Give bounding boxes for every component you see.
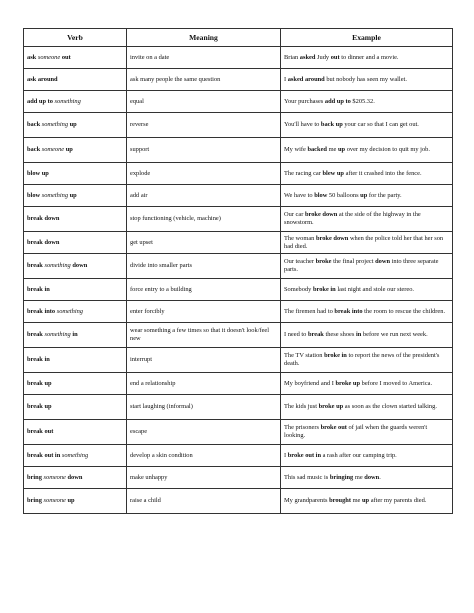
- phrasal-verb-text: break in: [27, 356, 50, 363]
- meaning-cell: invite on a date: [127, 47, 281, 69]
- example-cell: [281, 301, 453, 323]
- verb-cell: [24, 489, 127, 514]
- phrasal-verb-text: break: [27, 331, 45, 338]
- table-row: [24, 254, 453, 279]
- placeholder-word: something: [56, 307, 83, 315]
- phrasal-verb-text: ask around: [27, 75, 58, 83]
- phrasal-verb-text: asked around: [287, 75, 325, 83]
- phrasal-verb-text: bring: [27, 473, 44, 481]
- table-row: [24, 301, 453, 323]
- placeholder-word: something: [54, 97, 81, 105]
- phrasal-verb-text: break up: [27, 379, 52, 387]
- phrasal-verb-text: break into: [27, 307, 57, 315]
- text-segment: of jail when the guards weren't looking.: [284, 424, 428, 439]
- verb-cell: [24, 395, 127, 420]
- phrasal-verb-text: broke down: [315, 234, 349, 242]
- phrasal-verb-text: break out: [27, 428, 54, 435]
- text-segment: me: [350, 497, 362, 504]
- text-segment: This sad music is: [284, 473, 330, 481]
- phrasal-verb-text: blow: [27, 191, 42, 199]
- phrasal-verb-text: broke in: [324, 352, 347, 359]
- text-segment: My wife: [284, 146, 308, 153]
- text-segment: My boyfriend and I: [284, 379, 336, 387]
- table-row: [24, 47, 453, 69]
- example-cell: [281, 489, 453, 514]
- table-row: [24, 91, 453, 113]
- table-body: [24, 47, 453, 514]
- phrasal-verb-text: up: [68, 191, 77, 199]
- table-row: [24, 69, 453, 91]
- meaning-cell: equal: [127, 91, 281, 113]
- phrasal-verb-text: broke up: [335, 379, 361, 387]
- phrasal-verb-text: up: [360, 191, 368, 199]
- phrasal-verb-text: asked: [299, 53, 316, 61]
- phrasal-verb-text: out: [60, 53, 71, 61]
- table-row: [24, 395, 453, 420]
- example-cell: [281, 445, 453, 467]
- phrasal-verb-text: up: [68, 121, 77, 128]
- text-segment: The firemen had to: [284, 307, 335, 315]
- meaning-cell: raise a child: [127, 489, 281, 514]
- text-segment: I: [284, 75, 288, 83]
- example-cell: [281, 467, 453, 489]
- verb-cell: [24, 113, 127, 138]
- example-cell: [281, 323, 453, 348]
- example-cell: [281, 163, 453, 185]
- example-cell: [281, 395, 453, 420]
- verb-cell: [24, 91, 127, 113]
- text-segment: The prisoners: [284, 424, 321, 431]
- phrasal-verb-text: down: [364, 473, 380, 481]
- table-row: [24, 489, 453, 514]
- table-row: [24, 373, 453, 395]
- verb-cell: [24, 163, 127, 185]
- meaning-cell: support: [127, 138, 281, 163]
- table-row: [24, 113, 453, 138]
- example-cell: [281, 373, 453, 395]
- text-segment: Our teacher: [284, 258, 316, 265]
- text-segment: The racing car: [284, 169, 323, 177]
- meaning-cell: wear something a few times so that it doesn't look/feel new: [127, 323, 281, 348]
- phrasal-verb-text: brought: [329, 497, 351, 504]
- verb-cell: [24, 373, 127, 395]
- text-segment: You'll have to: [284, 121, 321, 128]
- example-cell: [281, 420, 453, 445]
- verb-cell: [24, 207, 127, 232]
- example-cell: [281, 348, 453, 373]
- text-segment: The kids just: [284, 403, 319, 410]
- meaning-cell: force entry to a building: [127, 279, 281, 301]
- meaning-cell: reverse: [127, 113, 281, 138]
- example-cell: [281, 91, 453, 113]
- phrasal-verb-text: broke: [315, 258, 332, 265]
- table-row: [24, 232, 453, 254]
- text-segment: $205.32.: [350, 97, 375, 105]
- verb-cell: [24, 445, 127, 467]
- text-segment: before we run next week.: [361, 331, 428, 338]
- verb-cell: [24, 47, 127, 69]
- text-segment: The TV station: [284, 352, 325, 359]
- phrasal-verb-text: break down: [27, 238, 60, 246]
- text-segment: My grandparents: [284, 497, 330, 504]
- text-segment: the room to rescue the children.: [362, 307, 446, 315]
- placeholder-word: something: [41, 191, 69, 199]
- phrasal-verb-text: up: [337, 146, 346, 153]
- meaning-cell: make unhappy: [127, 467, 281, 489]
- example-cell: [281, 279, 453, 301]
- phrasal-verb-text: up: [65, 497, 75, 504]
- phrasal-verb-text: down: [65, 473, 83, 481]
- phrasal-verb-text: blew up: [322, 169, 344, 177]
- text-segment: I: [284, 451, 288, 459]
- phrasal-verb-text: break up: [27, 403, 52, 410]
- text-segment: the final project: [331, 258, 376, 265]
- example-cell: [281, 69, 453, 91]
- verb-cell: [24, 138, 127, 163]
- phrasal-verb-text: in: [70, 331, 78, 338]
- placeholder-word: someone: [43, 473, 66, 481]
- phrasal-verb-table: [23, 28, 453, 514]
- text-segment: .: [379, 473, 381, 481]
- phrasal-verb-text: backed: [307, 146, 327, 153]
- meaning-cell: develop a skin condition: [127, 445, 281, 467]
- phrasal-verb-text: back: [27, 121, 42, 128]
- meaning-cell: escape: [127, 420, 281, 445]
- phrasal-verb-text: add up to: [27, 97, 55, 105]
- text-segment: your car so that I can get out.: [342, 121, 419, 128]
- text-segment: me: [353, 473, 365, 481]
- phrasal-verb-text: blow up: [27, 169, 49, 177]
- text-segment: Brian: [284, 53, 300, 61]
- placeholder-word: something: [41, 121, 69, 128]
- text-segment: Judy: [315, 53, 331, 61]
- verb-cell: [24, 348, 127, 373]
- verb-cell: [24, 254, 127, 279]
- verb-cell: [24, 69, 127, 91]
- text-segment: for the party.: [367, 191, 402, 199]
- phrasal-verb-text: ask: [27, 53, 38, 61]
- verb-cell: [24, 185, 127, 207]
- phrasal-verb-text: bringing: [329, 473, 354, 481]
- table-row: [24, 185, 453, 207]
- text-segment: Your purchases: [284, 97, 325, 105]
- example-cell: [281, 185, 453, 207]
- phrasal-verb-text: broke out: [320, 424, 347, 431]
- table-row: [24, 138, 453, 163]
- table-header: [24, 29, 453, 47]
- example-cell: [281, 207, 453, 232]
- phrasal-verb-text: broke in: [312, 285, 336, 293]
- text-segment: last night and stole our stereo.: [335, 285, 415, 293]
- text-segment: I need to: [284, 331, 308, 338]
- meaning-cell: add air: [127, 185, 281, 207]
- table-row: [24, 279, 453, 301]
- meaning-cell: get upset: [127, 232, 281, 254]
- placeholder-word: something: [61, 451, 89, 459]
- example-column-header: Example: [281, 29, 453, 47]
- phrasal-verb-text: break: [307, 331, 324, 338]
- phrasal-verb-text: break into: [334, 307, 363, 315]
- text-segment: at the side of the highway in the snowstorm.: [284, 211, 421, 226]
- meaning-cell: explode: [127, 163, 281, 185]
- meaning-cell: ask many people the same question: [127, 69, 281, 91]
- text-segment: Our car: [284, 211, 305, 218]
- phrasal-verb-text: blow: [314, 191, 328, 199]
- phrasal-verb-text: down: [375, 258, 391, 265]
- table-row: [24, 420, 453, 445]
- text-segment: Somebody: [284, 285, 313, 293]
- header-row: [24, 29, 453, 47]
- meaning-cell: interrupt: [127, 348, 281, 373]
- placeholder-word: someone: [37, 53, 61, 61]
- placeholder-word: something: [44, 262, 71, 269]
- text-segment: me: [326, 146, 338, 153]
- phrasal-verb-text: broke up: [318, 403, 344, 410]
- placeholder-word: someone: [43, 497, 66, 504]
- verb-column-header: Verb: [24, 29, 127, 47]
- phrasal-verb-text: broke out in: [287, 451, 321, 459]
- phrasal-verb-text: add up to: [324, 97, 351, 105]
- text-segment: to report the news of the president's death.: [284, 352, 440, 367]
- example-cell: [281, 232, 453, 254]
- phrasal-verb-text: back: [27, 146, 42, 153]
- text-segment: We have to: [284, 191, 315, 199]
- text-segment: over my decision to quit my job.: [345, 146, 430, 153]
- text-segment: these shoes: [323, 331, 356, 338]
- meaning-cell: enter forcibly: [127, 301, 281, 323]
- phrasal-verb-text: break in: [27, 285, 50, 293]
- table-row: [24, 348, 453, 373]
- text-segment: as soon as the clown started talking.: [343, 403, 437, 410]
- phrasal-verb-text: down: [70, 262, 88, 269]
- example-cell: [281, 113, 453, 138]
- text-segment: after it crashed into the fence.: [344, 169, 422, 177]
- phrasal-verb-text: bring: [27, 497, 44, 504]
- table-row: [24, 163, 453, 185]
- phrasal-verb-text: break down: [27, 215, 60, 222]
- meaning-cell: end a relationship: [127, 373, 281, 395]
- text-segment: when the police told her that her son had died.: [284, 234, 444, 250]
- text-segment: before I moved to America.: [360, 379, 433, 387]
- example-cell: [281, 138, 453, 163]
- placeholder-word: something: [44, 331, 71, 338]
- text-segment: into three separate parts.: [284, 258, 439, 273]
- text-segment: The woman: [284, 234, 316, 242]
- verb-cell: [24, 301, 127, 323]
- meaning-cell: divide into smaller parts: [127, 254, 281, 279]
- phrasal-verb-text: in: [355, 331, 362, 338]
- table-row: [24, 445, 453, 467]
- phrasal-verb-text: up: [64, 146, 73, 153]
- text-segment: a rash after our camping trip.: [321, 451, 397, 459]
- table-row: [24, 467, 453, 489]
- table-row: [24, 207, 453, 232]
- example-cell: [281, 47, 453, 69]
- verb-cell: [24, 232, 127, 254]
- phrasal-verb-text: broke down: [304, 211, 338, 218]
- phrasal-verb-text: break out in: [27, 451, 62, 459]
- text-segment: to dinner and a movie.: [339, 53, 399, 61]
- verb-cell: [24, 323, 127, 348]
- phrasal-verb-text: up: [362, 497, 370, 504]
- text-segment: after my parents died.: [369, 497, 427, 504]
- meaning-cell: stop functioning (vehicle, machine): [127, 207, 281, 232]
- phrasal-verb-text: back up: [320, 121, 343, 128]
- verb-cell: [24, 420, 127, 445]
- phrasal-verb-text: break: [27, 262, 45, 269]
- text-segment: 50 balloons: [327, 191, 361, 199]
- example-cell: [281, 254, 453, 279]
- text-segment: but nobody has seen my wallet.: [324, 75, 407, 83]
- verb-cell: [24, 279, 127, 301]
- meaning-column-header: Meaning: [127, 29, 281, 47]
- placeholder-word: someone: [41, 146, 65, 153]
- phrasal-verb-text: out: [330, 53, 340, 61]
- table-row: [24, 323, 453, 348]
- meaning-cell: start laughing (informal): [127, 395, 281, 420]
- verb-cell: [24, 467, 127, 489]
